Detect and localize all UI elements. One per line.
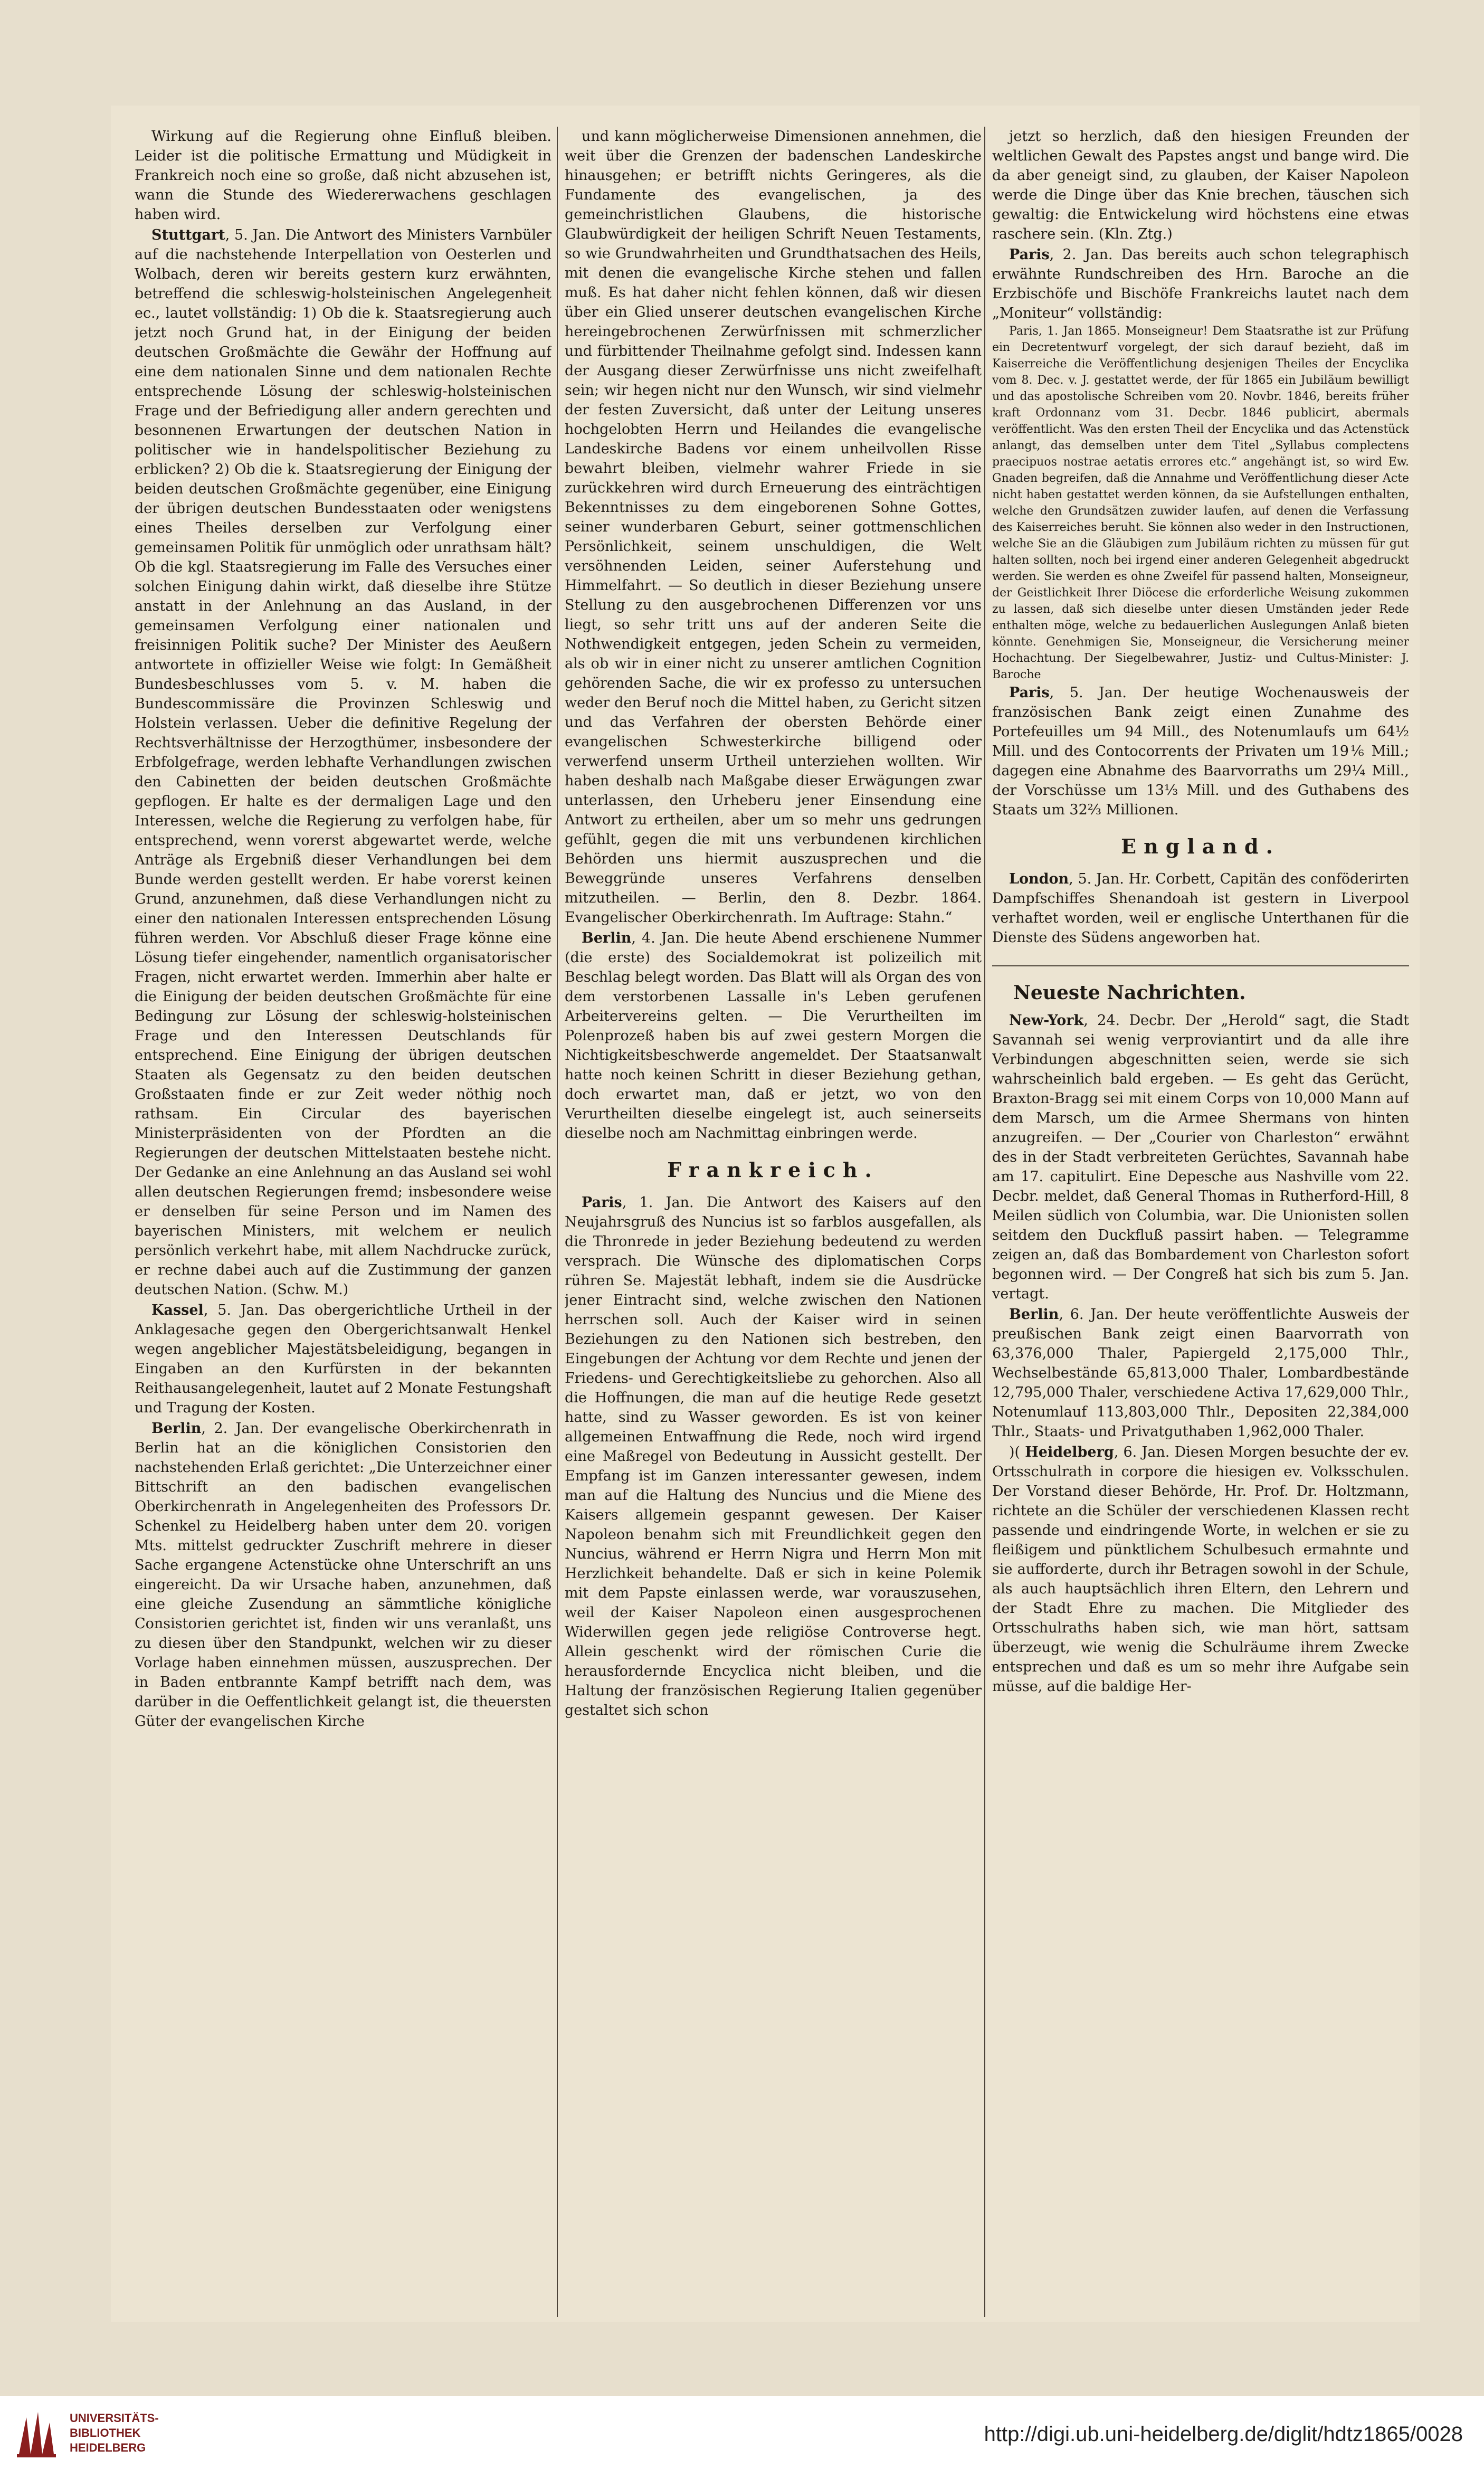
column-1 [135,127,551,2317]
column-3-text-c [992,869,1409,947]
column-2 [565,127,982,2317]
library-name-line-2: BIBLIOTHEK [70,2426,141,2439]
col3-paragraph-1: Paris, 2. Jan. Das bereits auch schon telegraphisch erwähnte Rundschreiben des Hrn. Baroche an die Erzbischöfe und Bischöfe Frankreichs lautet nach dem „Moniteur“ vollständig: [992,246,1409,321]
dateline: Kassel [151,1302,204,1318]
col3-paragraph-0: jetzt so herzlich, daß den hiesigen Freunden der weltlichen Gewalt des Papstes angst und bange wird. Die da aber geneigt sind, zu glauben, der Kaiser Napoleon werde die Dinge über das Knie brechen, täuschen sich gewaltig: die Entwickelung wird höchstens eine etwas raschere sein. (Kln. Ztg.) [992,128,1409,242]
section-heading-frankreich: Frankreich. [667,1158,879,1182]
library-name-line-3: HEIDELBERG [70,2441,146,2454]
dateline: Heidelberg [1025,1444,1114,1460]
col2_after-paragraph-0: Paris, 1. Jan. Die Antwort des Kaisers auf den Neujahrsgruß des Nuncius ist so farblos ausgefallen, als die Thronrede in jeder Beziehung bedeutend zu werden versprach. Die Wünsche des diplomatischen Corps rühren Se. Majestät lebhaft, indem sie die Ausdrücke jener Eintracht sind, welche zwischen den Nationen herrschen soll. Auch der Kaiser wird in seinen Beziehungen zu den Nationen sich bestreben, den Eingebungen der Achtung vor dem Rechte und jenen der Friedens- und Gerechtigkeitsliebe zu gehorchen. Also all die Hoffnungen, die man auf die heutige Rede gesetzt hatte, sind zu Wasser geworden. Es ist von keiner allgemeinen Entwaffnung die Rede, noch wird irgend eine Maßregel von Bedeutung in Aussicht gestellt. Der Empfang ist im Ganzen interessanter gewesen, indem man auf die Haltung des Nuncius und die Miene des Kaisers allgemein gespannt gewesen. Der Kaiser Napoleon benahm sich mit Freundlichkeit gegen den Nuncius, während er Herrn Nigra und Herrn Mon mit Herzlichkeit behandelte. Daß er sich in keine Polemik mit dem Papste einlassen werde, war vorauszusehen, weil der Kaiser Napoleon einen ausgesprochenen Widerwillen gegen jede religiöse Controverse hegt. Allein geschenkt wird der römischen Curie die herausfordernde Encyclica nicht bleiben, und die Haltung der französischen Regierung Italien gegenüber gestaltet sich schon [565,1194,982,1718]
source-url[interactable]: http://digi.ub.uni-heidelberg.de/diglit/hdtz1865/0028 [984,2423,1463,2446]
column-3-text-d [992,1011,1409,1696]
column-2-text-b [565,1193,982,1720]
dateline: Berlin [582,930,632,946]
col3_d-paragraph-0: New-York, 24. Decbr. Der „Herold“ sagt, die Stadt Savannah sei wenig verproviantirt und da alle ihre Verbindungen abgeschnitten seien, werde sie sich wahrscheinlich bald ergeben. — Es geht das Gerücht, Braxton-Bragg sei mit einem Corps von 10,000 Mann auf dem Marsch, um die Armee Shermans von hinten anzugreifen. — Der „Courier von Charleston“ erwähnt des in der Stadt verbreiteten Gerüchtes, Savannah habe am 17. capitulirt. Eine Depesche aus Nashville vom 22. Decbr. meldet, daß General Thomas in Rutherford-Hill, 8 Meilen südlich von Columbia, war. Die Unionisten sollen seitdem den Duckfluß passirt haben. — Telegramme zeigen an, daß das Bombardement von Charleston sofort begonnen wird. — Der Congreß hat sich bis zum 5. Jan. vertagt. [992,1012,1409,1302]
column-3-text-a [992,127,1409,323]
col3_d-paragraph-1: Berlin, 6. Jan. Der heute veröffentlichte Ausweis der preußischen Bank zeigt einen Baarvorrath von 63,376,000 Thaler, Papiergeld 2,175,000 Thlr., Wechselbestände 65,813,000 Thaler, Lombardbestände 12,795,000 Thaler, verschiedene Activa 17,629,000 Thlr., Notenumlauf 113,803,000 Thlr., Depositen 22,384,000 Thlr., Staats- und Privatguthaben 1,962,000 Thaler. [992,1306,1409,1440]
column-3-text-b [992,683,1409,820]
library-name-line-1: UNIVERSITÄTS- [70,2411,159,2425]
col2-paragraph-1: Berlin, 4. Jan. Die heute Abend erschienene Nummer (die erste) des Socialdemokrat ist polizeilich mit Beschlag belegt worden. Das Blatt will als Organ des von dem verstorbenen Lassalle in's Leben gerufenen Arbeitervereins gelten. — Die Verurtheilten im Polenprozeß haben bis auf zwei gestern Morgen die Nichtigkeitsbeschwerde angemeldet. Der Staatsanwalt hatte noch keinen Schritt in dieser Beziehung gethan, doch erwartet man, daß er jetzt, wo von den Verurtheilten dieselbe eingelegt ist, auch seinerseits dieselbe noch am Nachmittag einbringen werde. [565,930,982,1142]
section-heading-england: England. [1121,834,1280,858]
dateline: Paris [1009,685,1050,701]
col2-paragraph-0: und kann möglicherweise Dimensionen annehmen, die weit über die Grenzen der badenschen Landeskirche hinausgehen; er betrifft nichts Geringeres, als die Fundamente des evangelischen, ja des gemeinchristlichen Glaubens, die historische Glaubwürdigkeit der heiligen Schrift Neuen Testaments, so wie Grundwahrheiten und Grundthatsachen des Heils, mit denen die evangelische Kirche stehen und fallen muß. Es hat daher nicht fehlen können, daß wir diesen über ein Glied unserer deutschen evangelischen Kirche hereingebrochenen Zerwürfnissen mit schmerzlicher und fürbittender Theilnahme gefolgt sind. Indessen kann der Ausgang dieser Zerwürfnisse uns nicht zweifelhaft sein; wir hegen nicht nur den Wunsch, wir sind vielmehr der festen Zuversicht, daß unter der Leitung unseres hochgelobten Herrn und Heilandes die evangelische Landeskirche Badens vor einem unheilvollen Risse bewahrt bleiben, vielmehr wahrer Friede in sie zurückkehren wird durch Erneuerung des einträchtigen Bekenntnisses zu dem eingeborenen Sohne Gottes, seiner wunderbaren Geburt, seiner gottmenschlichen Persönlichkeit, seinem unschuldigen, die Welt versöhnenden Leiden, seiner Auferstehung und Himmelfahrt. — So deutlich in dieser Beziehung unsere Stellung zu den ausgebrochenen Differenzen vor uns liegt, so sehr tritt uns auf der anderen Seite die Nothwendigkeit entgegen, jeden Schein zu vermeiden, als ob wir in einer nicht zu unserer amtlichen Cognition gehörenden Sache, die wir ex professo zu untersuchen weder den Beruf noch die Mittel haben, zu Gericht sitzen und das Verfahren der obersten Behörde einer evangelischen Schwesterkirche billigend oder verwerfend unserm Urtheil unterziehen wollten. Wir haben deshalb nach Maßgabe dieser Erwägungen zwar unterlassen, den Urheberu jener Einsendung eine Antwort zu ertheilen, aber um so mehr uns gedrungen gefühlt, gegen die mit uns verbundenen kirchlichen Behörden uns hiermit auszusprechen und die Beweggründe unseres Verfahrens denselben mitzutheilen. — Berlin, den 8. Dezbr. 1864. Evangelischer Oberkirchenrath. Im Auftrage: Stahn.“ [565,128,982,926]
baroche-circular: Paris, 1. Jan 1865. Monseigneur! Dem Staatsrathe ist zur Prüfung ein Decretentwurf vorgelegt, der sich darauf bezieht, daß im Kaiserreiche die Veröffentlichung desjenigen Theiles der Encyclika vom 8. Dec. v. J. gestattet werde, der für 1865 ein Jubiläum bewilligt und das apostolische Schreiben vom 20. Novbr. 1846, bereits früher kraft Ordonnanz vom 31. Decbr. 1846 publicirt, abermals veröffentlicht. Was den ersten Theil der Encyclika und das Actenstück anlangt, das demselben unter dem Titel „Syllabus complectens praecipuos nostrae aetatis errores etc.“ angehängt ist, so wird Ew. Gnaden begreifen, daß die Annahme und Veröffentlichung dieser Acte nicht haben gestattet werden können, da sie Aufstellungen enthalten, welche den Grundsätzen zuwider laufen, auf denen die Verfassung des Kaiserreiches beruht. Sie können also weder in den Instructionen, welche Sie an die Gläubigen zum Jubiläum richten zu müssen für gut halten sollten, noch bei irgend einer anderen Gelegenheit abgedruckt werden. Sie werden es ohne Zweifel für passend halten, Monseigneur, der Geistlichkeit Ihrer Diöcese die erforderliche Weisung zukommen zu lassen, daß sich dieselbe unter diesen Umständen jeder Rede enthalten möge, welche zu bedauerlichen Auslegungen Anlaß bieten könnte. Genehmigen Sie, Monseigneur, die Versicherung meiner Hochachtung. Der Siegelbewahrer, Justiz- und Cultus-Minister: J. Baroche [992,325,1409,681]
dateline: New-York [1009,1012,1084,1029]
col3_c-paragraph-0: London, 5. Jan. Hr. Corbett, Capitän des conföderirten Dampfschiffes Shenandoah ist gestern in Liverpool verhaftet worden, weil er englische Unterthanen für die Dienste des Südens angeworben hat. [992,871,1409,946]
column-2-text-a [565,127,982,1143]
column-rule-1 [557,127,558,2317]
dateline: Paris [1009,246,1050,263]
footer-bar [0,2396,1484,2469]
column-rule-2 [984,127,985,2317]
column-3 [992,127,1409,2317]
section-heading-neueste: Neueste Nachrichten. [1013,982,1246,1004]
col1-paragraph-1: Stuttgart, 5. Jan. Die Antwort des Ministers Varnbüler auf die nachstehende Interpellation von Oesterlen und Wolbach, deren wir bereits gestern kurz erwähnten, betreffend die schleswig-holsteinischen Angelegenheit ec., lautet vollständig: 1) Ob die k. Staatsregierung auch jetzt noch Grund hat, in der Einigung der beiden deutschen Großmächte die Gewähr der Hoffnung auf eine dem nationalen Sinne und dem nationalen Rechte entsprechende Lösung der schleswig-holsteinischen Frage und der Befriedigung aller andern gerechten und besonnenen Erwartungen der deutschen Nation in politischer wie in handelspolitischer Beziehung zu erblicken? 2) Ob die k. Staatsregierung der Einigung der beiden deutschen Großmächte gegenüber, eine Einigung der übrigen deutschen Bundesstaaten oder wenigstens eines Theiles derselben zur Verfolgung einer gemeinsamen Politik für unmöglich oder unrathsam hält? Ob die kgl. Staatsregierung im Falle des Versuches einer solchen Einigung dahin wirkt, daß dieselbe ihre Stütze anstatt in der Anlehnung an das Ausland, in der gemeinsamen Verfolgung einer nationalen und freisinnigen Politik suche? Der Minister des Aeußern antwortete in offizieller Weise wie folgt: In Gemäßheit Bundesbeschlusses vom 5. v. M. haben die Bundescommissäre die Provinzen Schleswig und Holstein verlassen. Ueber die definitive Regelung der Rechtsverhältnisse der Herzogthümer, insbesondere der Erbfolgefrage, werden lebhafte Verhandlungen zwischen den Cabinetten der beiden deutschen Großmächte gepflogen. Er halte es der dermaligen Lage und den Interessen, welche die Regierung zu verfolgen habe, für entsprechend, wenn vorerst abgewartet werde, welche Anträge als Ergebniß dieser Verhandlungen bei dem Bunde werden gestellt werden. Er habe vorerst keinen Grund, anzunehmen, daß diese Verhandlungen nicht zu einer den nationalen Interessen entsprechenden Lösung führen werden. Vor Abschluß dieser Frage könne eine Lösung tiefer eingehender, namentlich organisatorischer Fragen, nicht erwartet werden. Immerhin aber halte er die Einigung der beiden deutschen Großmächte für eine Bedingung zur Lösung der schleswig-holsteinischen Frage und den Interessen Deutschlands für entsprechend. Eine Einigung der übrigen deutschen Staaten als Gegensatz zu den beiden deutschen Großstaaten finde er zur Zeit weder nöthig noch rathsam. Ein Circular des bayerischen Ministerpräsidenten von der Pfordten an die Regierungen der deutschen Mittelstaaten bestehe nicht. Der Gedanke an eine Anlehnung an das Ausland sei wohl allen deutschen Regierungen fremd; insbesondere weise er denselben für seine Person und im Namen des bayerischen Ministers, mit welchem er neulich persönlich verkehrt habe, mit allem Nachdrucke zurück, er rechne dabei auch auf die Zustimmung der ganzen deutschen Nation. (Schw. M.) [135,227,551,1298]
dateline: Berlin [151,1420,202,1437]
col3_b-paragraph-0: Paris, 5. Jan. Der heutige Wochenausweis der französischen Bank zeigt einen Zunahme des Portefeuilles um 94 Mill., des Notenumlaufs um 64½ Mill. und des Contocorrents der Privaten um 19⅙ Mill.; dagegen eine Abnahme des Baarvorraths um 29¼ Mill., der Vorschüsse um 13⅓ Mill. und des Guthabens des Staats um 32⅔ Millionen. [992,685,1409,818]
dateline: London [1009,871,1069,887]
section-divider [992,965,1409,966]
col1-paragraph-2: Kassel, 5. Jan. Das obergerichtliche Urtheil in der Anklagesache gegen den Obergerichtsanwalt Henkel wegen angeblicher Majestätsbeleidigung, begangen in Eingaben an den Kurfürsten in der bekannten Reithausangelegenheit, lautet auf 2 Monate Festungshaft und Tragung der Kosten. [135,1302,551,1416]
dateline: Paris [582,1194,622,1211]
dateline: Stuttgart [151,227,225,243]
library-logo-icon [15,2407,58,2459]
col3_d-paragraph-2: )( Heidelberg, 6. Jan. Diesen Morgen besuchte der ev. Ortsschulrath in corpore die hiesigen ev. Volksschulen. Der Vorstand dieser Behörde, Hr. Prof. Dr. Holtzmann, richtete an die Schüler der verschiedenen Klassen recht passende und eindringende Worte, in welchen er sie zu fleißigem und pünktlichem Schulbesuch ermahnte und sie aufforderte, durch ihr Betragen sowohl in der Schule, als auch hauptsächlich ihren Eltern, den Lehrern und der Stadt Ehre zu machen. Die Mitglieder des Ortsschulraths haben sich, wie man hört, sattsam überzeugt, wie wenig die Schulräume ihrem Zwecke entsprechen und daß es um so mehr ihre Aufgabe sein müsse, auf die baldige Her- [992,1444,1409,1695]
col1-paragraph-0: Wirkung auf die Regierung ohne Einfluß bleiben. Leider ist die politische Ermattung und Müdigkeit in Frankreich noch eine so große, daß nicht abzusehen ist, wann die Stunde des Wiedererwachens geschlagen haben wird. [135,128,551,223]
library-name [70,2411,207,2455]
col1-paragraph-3: Berlin, 2. Jan. Der evangelische Oberkirchenrath in Berlin hat an die königlichen Consistorien den nachstehenden Erlaß gerichtet: „Die Unterzeichner einer Bittschrift an den badischen evangelischen Oberkirchenrath in Angelegenheiten des Professors Dr. Schenkel zu Heidelberg haben unter dem 20. vorigen Mts. mittelst gedruckter Zuschrift mehrere in dieser Sache ergangene Actenstücke ohne Unterschrift an uns eingereicht. Da wir Ursache haben, anzunehmen, daß eine gleiche Zusendung an sämmtliche königliche Consistorien gerichtet ist, finden wir uns veranlaßt, uns zu diesen über den Standpunkt, welchen wir zu dieser Vorlage haben einnehmen müssen, auszusprechen. Der in Baden entbrannte Kampf betrifft nach dem, was darüber in die Oeffentlichkeit gelangt ist, die theuersten Güter der evangelischen Kirche [135,1420,551,1730]
dateline: Berlin [1009,1306,1059,1323]
